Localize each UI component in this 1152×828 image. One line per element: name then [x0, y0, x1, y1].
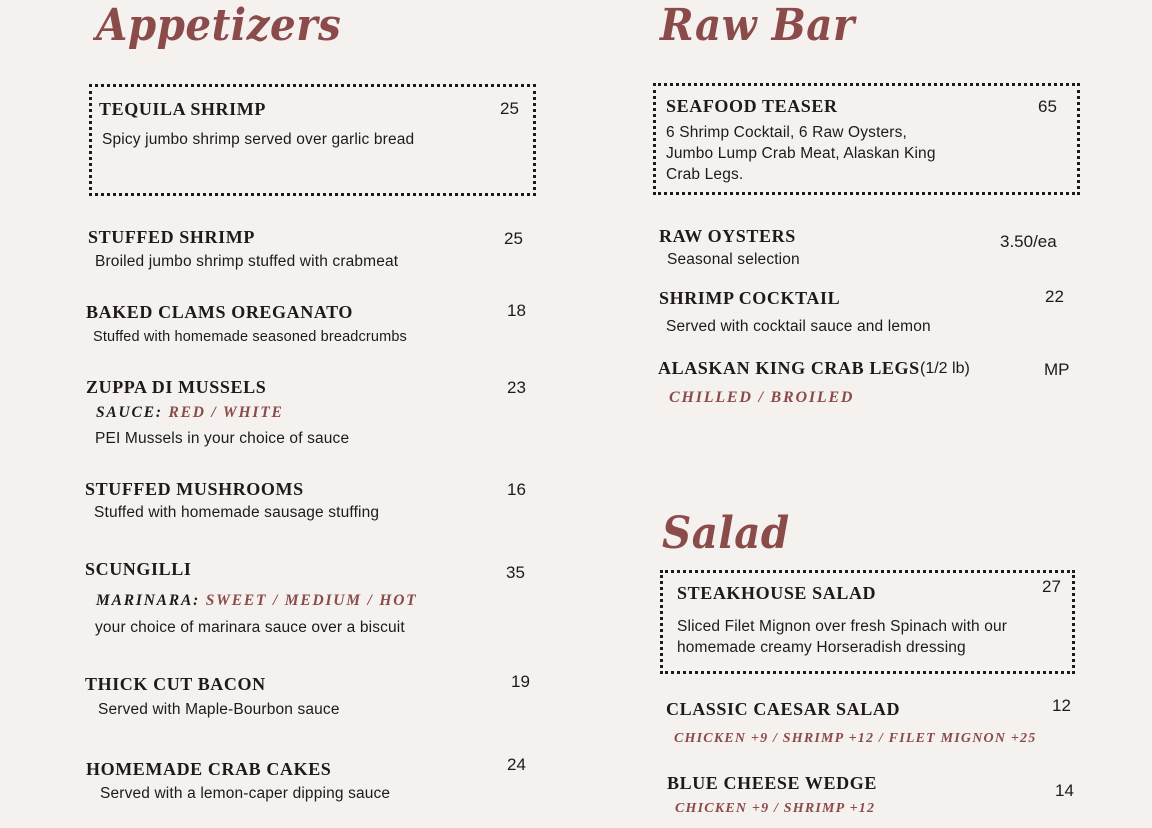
- seafood-teaser-price: 65: [1038, 97, 1057, 116]
- raw-oysters-desc: Seasonal selection: [667, 251, 800, 268]
- shrimp-cocktail-price: 22: [1045, 287, 1064, 306]
- thick-cut-bacon-name: THICK CUT BACON: [85, 674, 266, 694]
- sauce-choices: RED / WHITE: [168, 404, 284, 421]
- king-crab-legs-price: MP: [1044, 360, 1070, 379]
- raw-oysters-name: RAW OYSTERS: [659, 226, 796, 246]
- blue-cheese-wedge-addons: CHICKEN +9 / SHRIMP +12: [675, 801, 876, 816]
- king-crab-legs-portion: (1/2 lb): [920, 360, 970, 377]
- tequila-shrimp-price: 25: [500, 99, 519, 118]
- zuppa-mussels-name: ZUPPA DI MUSSELS: [86, 377, 267, 397]
- shrimp-cocktail-desc: Served with cocktail sauce and lemon: [666, 318, 931, 335]
- stuffed-mushrooms-name: STUFFED MUSHROOMS: [85, 479, 304, 499]
- steakhouse-salad-name: STEAKHOUSE SALAD: [677, 583, 877, 603]
- stuffed-shrimp-price: 25: [504, 229, 523, 248]
- steakhouse-salad-desc-line: Sliced Filet Mignon over fresh Spinach with our: [677, 618, 1008, 635]
- raw-bar-title: Raw Bar: [660, 0, 855, 51]
- mussels-sauce-options: [96, 404, 284, 421]
- steakhouse-salad-desc: [677, 616, 1007, 658]
- zuppa-mussels-price: 23: [507, 378, 526, 397]
- scungilli-desc: your choice of marinara sauce over a biscuit: [95, 619, 405, 636]
- seafood-teaser-desc-line: 6 Shrimp Cocktail, 6 Raw Oysters,: [666, 124, 907, 141]
- caesar-salad-name: CLASSIC CAESAR SALAD: [666, 699, 901, 719]
- king-crab-legs-name: ALASKAN KING CRAB LEGS: [658, 358, 920, 378]
- steakhouse-salad-desc-line: homemade creamy Horseradish dressing: [677, 639, 966, 656]
- crab-cakes-price: 24: [507, 755, 526, 774]
- thick-cut-bacon-desc: Served with Maple-Bourbon sauce: [98, 701, 340, 718]
- stuffed-shrimp-name: STUFFED SHRIMP: [88, 227, 255, 247]
- salad-title: Salad: [662, 508, 790, 559]
- tequila-shrimp-desc: Spicy jumbo shrimp served over garlic bread: [102, 131, 415, 148]
- scungilli-name: SCUNGILLI: [85, 559, 192, 579]
- seafood-teaser-desc-line: Crab Legs.: [666, 166, 744, 183]
- blue-cheese-wedge-price: 14: [1055, 781, 1074, 800]
- baked-clams-name: BAKED CLAMS OREGANATO: [86, 302, 353, 322]
- seafood-teaser-desc-line: Jumbo Lump Crab Meat, Alaskan King: [666, 145, 936, 162]
- baked-clams-desc: Stuffed with homemade seasoned breadcrumbs: [93, 329, 407, 345]
- stuffed-shrimp-desc: Broiled jumbo shrimp stuffed with crabmeat: [95, 253, 399, 270]
- stuffed-mushrooms-price: 16: [507, 480, 526, 499]
- thick-cut-bacon-price: 19: [511, 672, 530, 691]
- tequila-shrimp-name: TEQUILA SHRIMP: [99, 99, 266, 119]
- seafood-teaser-desc: [666, 122, 936, 185]
- stuffed-mushrooms-desc: Stuffed with homemade sausage stuffing: [94, 504, 380, 521]
- caesar-salad-addons: CHICKEN +9 / SHRIMP +12 / FILET MIGNON +25: [674, 731, 1037, 746]
- seafood-teaser-name: SEAFOOD TEASER: [666, 96, 838, 116]
- raw-oysters-price: 3.50/ea: [1000, 232, 1057, 251]
- appetizers-title: Appetizers: [96, 0, 342, 51]
- scungilli-price: 35: [506, 563, 525, 582]
- baked-clams-price: 18: [507, 301, 526, 320]
- zuppa-mussels-desc: PEI Mussels in your choice of sauce: [95, 430, 350, 447]
- king-crab-legs-options: CHILLED / BROILED: [669, 389, 855, 406]
- marinara-label: MARINARA:: [96, 592, 201, 609]
- caesar-salad-price: 12: [1052, 696, 1071, 715]
- marinara-choices: SWEET / MEDIUM / HOT: [205, 592, 418, 609]
- sauce-label: SAUCE:: [96, 404, 163, 421]
- shrimp-cocktail-name: SHRIMP COCKTAIL: [659, 288, 841, 308]
- scungilli-marinara-options: [96, 592, 417, 609]
- crab-cakes-name: HOMEMADE CRAB CAKES: [86, 759, 332, 779]
- blue-cheese-wedge-name: BLUE CHEESE WEDGE: [667, 773, 877, 793]
- steakhouse-salad-price: 27: [1042, 577, 1061, 596]
- crab-cakes-desc: Served with a lemon-caper dipping sauce: [100, 785, 391, 802]
